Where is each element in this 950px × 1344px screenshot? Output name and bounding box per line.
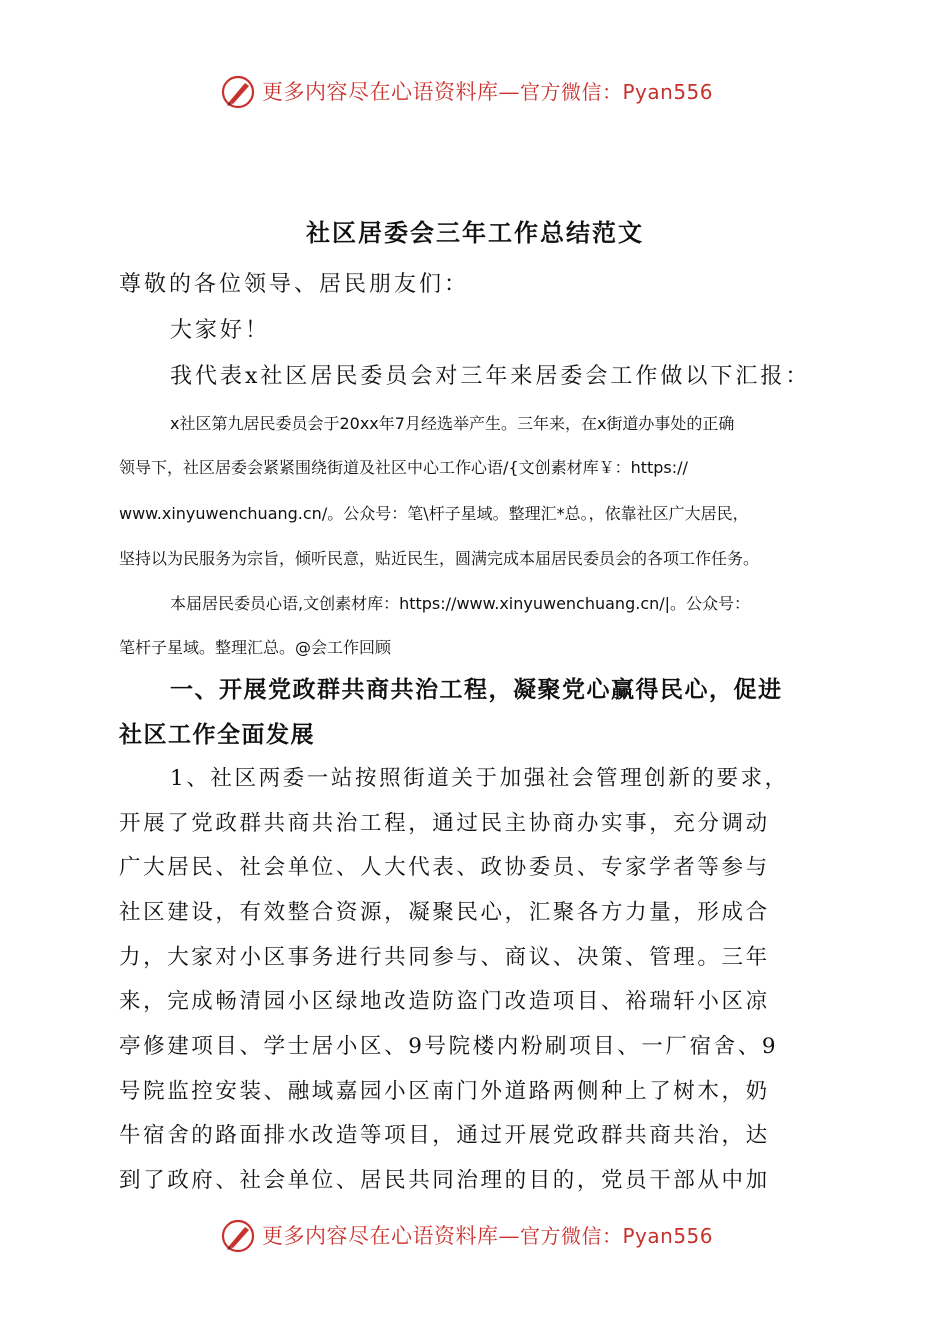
body-line: 社区建设，有效整合资源，凝聚民心，汇聚各方力量，形成合 — [119, 900, 770, 925]
pen-circle-icon — [220, 74, 256, 110]
watermark-banner-bottom — [0, 1216, 950, 1256]
body-line: 亭修建项目、学士居小区、9号院楼内粉刷项目、一厂宿舍、9 — [119, 1034, 779, 1059]
body-line: 力，大家对小区事务进行共同参与、商议、决策、管理。三年 — [119, 945, 770, 970]
watermark-text: 更多内容尽在心语资料库—官方微信：Pyan556 — [262, 1224, 714, 1248]
watermark-banner-top — [0, 72, 950, 112]
body-line: 来，完成畅清园小区绿地改造防盗门改造项目、裕瑞轩小区凉 — [119, 989, 770, 1014]
paragraph-line: 领导下，社区居委会紧紧围绕街道及社区中心工作心语/{文创素材库￥：https:// — [119, 458, 688, 477]
paragraph-line: 笔杆子星域。整理汇总。@会工作回顾 — [119, 638, 392, 657]
section-heading: 社区工作全面发展 — [119, 721, 315, 748]
pen-circle-icon — [220, 1218, 256, 1254]
salutation: 尊敬的各位领导、居民朋友们： — [119, 272, 470, 297]
watermark-text: 更多内容尽在心语资料库—官方微信：Pyan556 — [262, 80, 714, 104]
paragraph-line: 坚持以为民服务为宗旨，倾听民意，贴近民生，圆满完成本届居民委员会的各项工作任务。 — [119, 549, 760, 568]
section-heading: 一、开展党政群共商共治工程，凝聚党心赢得民心，促进 — [170, 676, 783, 703]
paragraph-line: x社区第九居民委员会于20xx年7月经选举产生。三年来，在x街道办事处的正确 — [170, 414, 735, 433]
body-line: 广大居民、社会单位、人大代表、政协委员、专家学者等参与 — [119, 855, 770, 880]
body-line: 1、社区两委一站按照街道关于加强社会管理创新的要求， — [170, 766, 789, 791]
greeting: 大家好！ — [170, 318, 271, 343]
body-line: 号院监控安装、融域嘉园小区南门外道路两侧种上了树木，奶 — [119, 1079, 770, 1104]
document-title: 社区居委会三年工作总结范文 — [306, 218, 644, 247]
paragraph-line: 本届居民委员心语,文创素材库：https://www.xinyuwenchuang.cn/|。公众号： — [170, 594, 751, 613]
intro-line: 我代表x社区居民委员会对三年来居委会工作做以下汇报： — [170, 364, 811, 389]
body-line: 牛宿舍的路面排水改造等项目，通过开展党政群共商共治，达 — [119, 1123, 770, 1148]
body-line: 开展了党政群共商共治工程，通过民主协商办实事，充分调动 — [119, 811, 770, 836]
body-line: 到了政府、社会单位、居民共同治理的目的，党员干部从中加 — [119, 1168, 770, 1193]
paragraph-line: www.xinyuwenchuang.cn/。公众号：笔\杆子星域。整理汇*总。，依靠社区广大居民， — [119, 504, 749, 523]
